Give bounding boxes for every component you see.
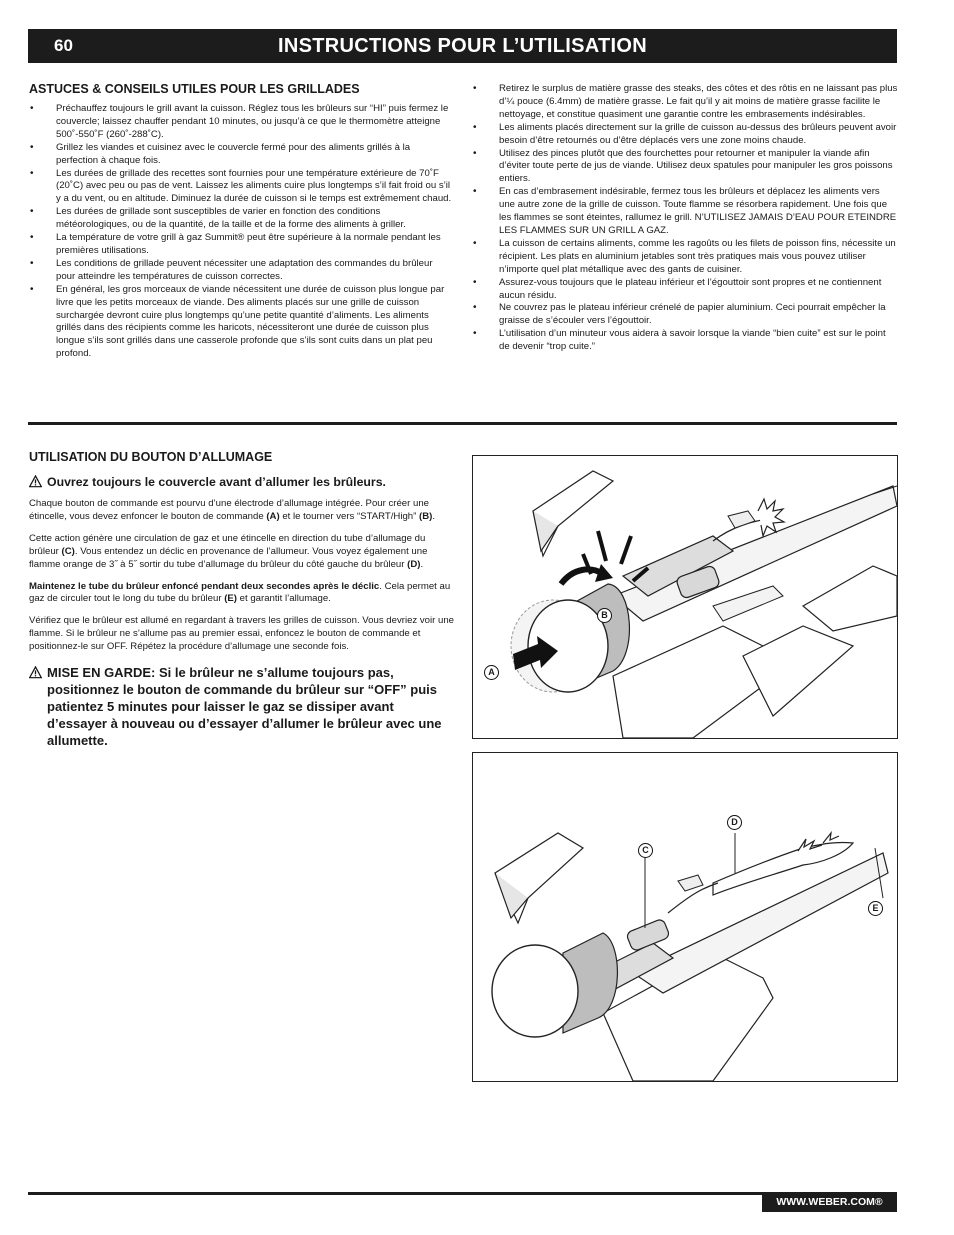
text-run: . (420, 558, 424, 570)
list-item: • L’utilisation d’un minuteur vous aidera à savoir lorsque la viande “bien cuite” est sur le point de devenir “trop cuite.” (472, 328, 898, 354)
header-bar (28, 29, 897, 63)
callout-b: B (597, 608, 612, 623)
text-run: Chaque bouton de commande est pourvu d’une électrode d’allumage intégrée. Pour créer une étincelle, vous devez enfoncer le bouton de commande (29, 498, 430, 522)
list-item: • Retirez le surplus de matière grasse des steaks, des côtes et des rôtis en ne laissant pas plus d’¼ pouce (6.4mm) de matière grasse. Le fait qu’il y ait moins de matière grasse facilite le nettoyage, et constitue quasiment une garantie contre les embrasements indésirables. (472, 83, 898, 122)
tips-heading: ASTUCES & CONSEILS UTILES POUR LES GRILLADES (29, 82, 360, 96)
caution-block (29, 664, 457, 749)
text-run: et le tourner vers “START/High” (279, 510, 420, 522)
list-item: • Utilisez des pinces plutôt que des fourchettes pour retourner et manipuler la viande afin d’éviter toute perte de jus de viande. Utilisez deux spatules pour manipuler les gros poissons entiers. (472, 148, 898, 187)
text-run: Cette action génère une circulation de gaz et une étincelle en direction du tube d’allumage du brûleur (29, 532, 426, 557)
callout-c: C (638, 843, 653, 858)
tips-right-list (472, 83, 898, 354)
ignition-paragraph-4: Vérifiez que le brûleur est allumé en regardant à travers les grilles de cuisson. Vous devriez voir une flamme. Si le brûleur ne s’allume pas au premier essai, enfoncez le bouton de commande et positionnez-le sur OFF. Répétez la procédure d’allumage une seconde fois. (29, 615, 455, 653)
ref-e: (E) (224, 593, 237, 605)
ref-a: (A) (266, 510, 280, 522)
list-item: • Assurez-vous toujours que le plateau inférieur et l’égouttoir sont propres et ne contiennent aucun résidu. (472, 277, 898, 303)
ignition-heading: UTILISATION DU BOUTON D’ALLUMAGE (29, 450, 273, 464)
list-item: • Les durées de grillade des recettes sont fournies pour une température extérieure de 70˚F (20˚C) avec peu ou pas de vent. Laissez les aliments cuire plus longtemps s’il fait froid ou s’il y a du vent, ou en altitude. Diminuez la durée de cuisson si le temps est extrêmement chaud. (29, 168, 454, 207)
warning-text: Ouvrez toujours le couvercle avant d’allumer les brûleurs. (47, 475, 386, 489)
callout-e: E (868, 901, 883, 916)
section-divider (28, 422, 897, 425)
tips-right-column (472, 83, 898, 354)
burner-tube-drawing (473, 753, 897, 1081)
text-run: . (432, 510, 436, 522)
tips-left-column (29, 82, 454, 361)
ignition-paragraph-2 (29, 533, 457, 572)
warning-icon (29, 475, 42, 488)
list-item: • Ne couvrez pas le plateau inférieur crénelé de papier aluminium. Ceci pourrait empêcher la graisse de s’écouler vers l’égouttoir. (472, 302, 898, 328)
list-item: • Les aliments placés directement sur la grille de cuisson au-dessus des brûleurs peuvent avoir besoin d’être retournés ou d’être déplacés vers une zone moins chaude. (472, 122, 898, 148)
footer-website: WWW.WEBER.COM® (762, 1192, 897, 1212)
tips-left-list (29, 103, 454, 361)
page-number: 60 (54, 36, 73, 55)
callout-a: A (484, 665, 499, 680)
text-run: . Vous entendez un déclic en provenance de l’allumeur. Vous voyez également une flamme orange de 3˝ à 5˝ sortir du tube d’allumage du brûleur du côté gauche du brûleur (29, 545, 428, 570)
list-item: • Les durées de grillade sont susceptibles de varier en fonction des conditions météorologiques, ou de la quantité, de la taille et de la forme des aliments à griller. (29, 206, 454, 232)
text-run: . Cela permet au gaz de circuler tout le long du tube du brûleur (29, 580, 451, 605)
list-item: • Grillez les viandes et cuisinez avec le couvercle fermé pour des aliments grillés à la perfection à chaque fois. (29, 142, 454, 168)
text-run: et garantit l’allumage. (237, 593, 331, 605)
caution-text: MISE EN GARDE: Si le brûleur ne s’allume toujours pas, positionnez le bouton de commande du brûleur sur “OFF” puis patientez 5 minutes pour laisser le gaz se dissiper avant d’essayer à nouveau ou d’essayer d’allumer le brûleur avec une allumette. (47, 665, 442, 749)
list-item: • La cuisson de certains aliments, comme les ragoûts ou les filets de poisson fins, nécessite un récipient. Les plats en aluminium jetables sont très pratiques mais vous pouvez utiliser n’importe quel plat métallique avec des gants de cuisiner. (472, 238, 898, 277)
burner-knob-drawing (473, 456, 897, 738)
warning-icon (29, 666, 42, 679)
burner-flame-illustration (472, 752, 898, 1082)
ref-c: (C) (61, 545, 75, 557)
warning-line (29, 475, 457, 489)
callout-d: D (727, 815, 742, 830)
ref-b: (B) (419, 510, 433, 522)
hold-instruction: Maintenez le tube du brûleur enfoncé pendant deux secondes après le déclic (29, 580, 380, 592)
page-title: INSTRUCTIONS POUR L’UTILISATION (278, 34, 647, 57)
list-item: • Les conditions de grillade peuvent nécessiter une adaptation des commandes du brûleur pour atteindre les températures de cuisson correctes. (29, 258, 454, 284)
ignition-section (29, 450, 457, 749)
list-item: • Préchauffez toujours le grill avant la cuisson. Réglez tous les brûleurs sur “HI” puis fermez le couvercle; laissez chauffer pendant 10 minutes, ou jusqu’à ce que le thermomètre atteigne 500˚-550˚F (260˚-288˚C). (29, 103, 454, 142)
ref-d: (D) (407, 558, 421, 570)
ignition-paragraph-1 (29, 498, 457, 524)
list-item: • La température de votre grill à gaz Summit® peut être supérieure à la normale pendant les premières utilisations. (29, 232, 454, 258)
list-item: • En général, les gros morceaux de viande nécessitent une durée de cuisson plus longue par livre que les petits morceaux de viande. Des aliments placés sur une grille de cuisson surchargée devront cuire plus longtemps qu’une petite quantité d’aliments. Les aliments grillés dans des récipients comme les haricots, nécessiteront une durée de cuisson plus longue s’ils sont grillés dans une casserole profonde que s’ils sont cuits dans un plat peu profond. (29, 284, 454, 361)
ignition-paragraph-3 (29, 581, 457, 607)
list-item: • En cas d’embrasement indésirable, fermez tous les brûleurs et déplacez les aliments vers une autre zone de la grille de cuisson. Toute flamme se résorbera rapidement. Une fois que les flammes se sont éteintes, rallumez le grill. N’UTILISEZ JAMAIS D’EAU POUR ETEINDRE LES FLAMMES SUR UN GRILL A GAZ. (472, 186, 898, 238)
ignition-knob-illustration (472, 455, 898, 739)
